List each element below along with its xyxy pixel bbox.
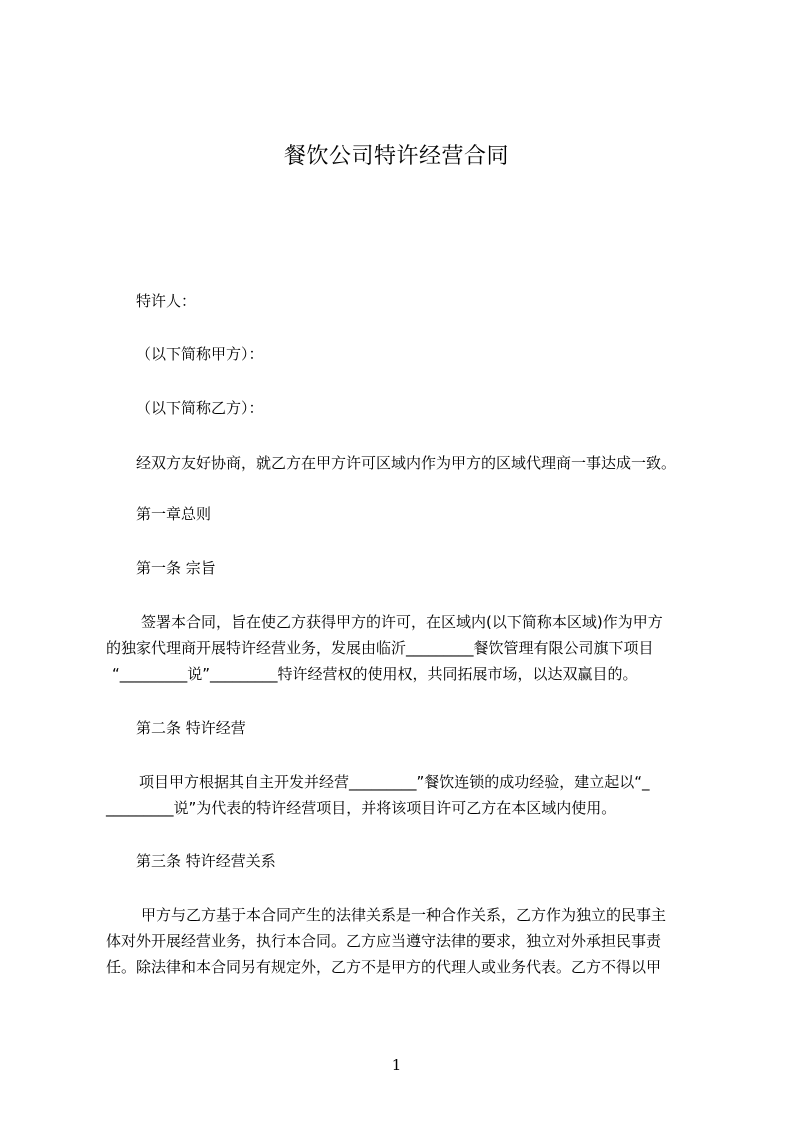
- page-number: 1: [391, 1056, 402, 1074]
- document-title: 餐饮公司特许经营合同: [283, 144, 509, 169]
- article3-line-3: 任。除法律和本合同另有规定外，乙方不是甲方的代理人或业务代表。乙方不得以甲: [106, 958, 662, 976]
- article2-line-1: 项目甲方根据其自主开发并经营_________”餐饮连锁的成功经验，建立起以“_: [139, 773, 650, 791]
- party-b-label: （以下简称乙方）：: [136, 399, 264, 417]
- article3-line-1: 甲方与乙方基于本合同产生的法律关系是一种合作关系，乙方作为独立的民事主: [141, 906, 667, 924]
- article2-line-2: _________说”为代表的特许经营项目，并将该项目许可乙方在本区域内使用。: [106, 799, 617, 817]
- article1-line-2: 的独家代理商开展特许经营业务，发展由临沂_________餐饮管理有限公司旗下项目: [106, 639, 654, 657]
- article3-line-2: 体对外开展经营业务，执行本合同。乙方应当遵守法律的要求，独立对外承担民事责: [106, 932, 662, 950]
- chapter1-heading: 第一章总则: [136, 505, 212, 523]
- article1-heading: 第一条 宗旨: [136, 559, 216, 577]
- party-a-label: （以下简称甲方）：: [136, 345, 264, 363]
- intro-paragraph: 经双方友好协商，就乙方在甲方许可区域内作为甲方的区域代理商一事达成一致。: [136, 454, 677, 472]
- franchisor-label: 特许人：: [136, 292, 197, 310]
- article1-line-3: “_________说”_________特许经营权的使用权，共同拓展市场，以达双赢目的。: [112, 665, 638, 683]
- article2-heading: 第二条 特许经营: [136, 719, 246, 737]
- article1-line-1: 签署本合同，旨在使乙方获得甲方的许可，在区域内(以下简称本区域)作为甲方: [141, 613, 663, 631]
- article3-heading: 第三条 特许经营关系: [136, 852, 276, 870]
